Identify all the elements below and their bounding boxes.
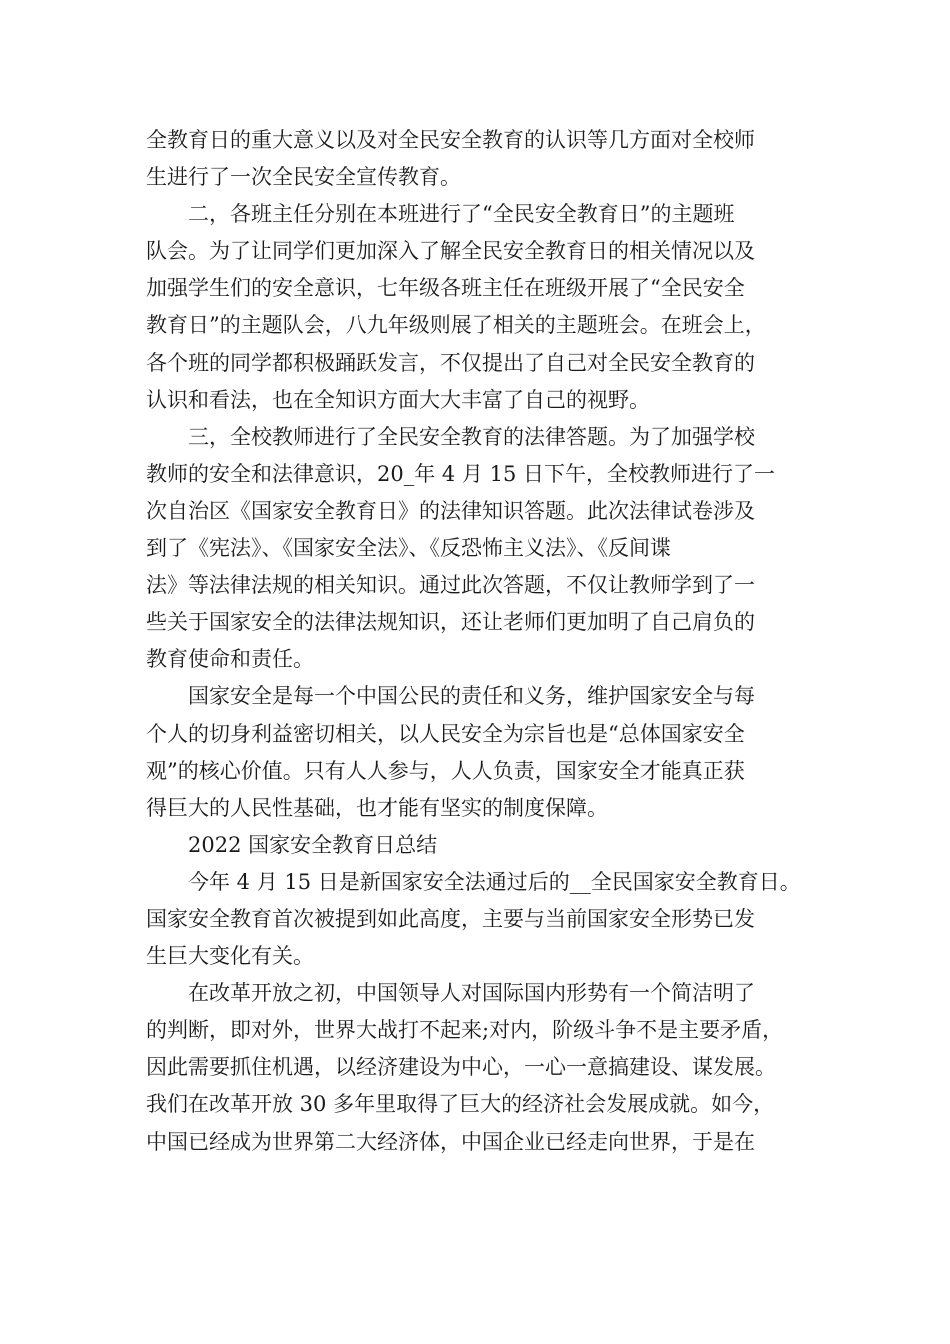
text-line: 到了《宪法》、《国家安全法》、《反恐怖主义法》、《反间谍: [146, 536, 671, 561]
text-line: 法》等法律法规的相关知识。通过此次答题，不仅让教师学到了一: [146, 573, 755, 598]
text-line: 全教育日的重大意义以及对全民安全教育的认识等几方面对全校师: [146, 128, 755, 152]
text-line: 教师的安全和法律意识，20_年 4 月 15 日下午，全校教师进行了一: [146, 461, 776, 486]
text-line: 的判断，即对外，世界大战打不起来;对内，阶级斗争不是主要矛盾，: [146, 1018, 784, 1043]
document-body: [146, 122, 814, 1161]
text-line: 国家安全教育首次被提到如此高度，主要与当前国家安全形势已发: [146, 906, 755, 931]
text-line: 三，全校教师进行了全民安全教育的法律答题。为了加强学校: [188, 424, 755, 449]
text-line: 教育使命和责任。: [146, 647, 314, 672]
text-line: 认识和看法，也在全知识方面大大丰富了自己的视野。: [146, 387, 650, 412]
text-line: 2022 国家安全教育日总结: [188, 832, 438, 857]
text-line: 各个班的同学都积极踊跃发言，不仅提出了自己对全民安全教育的: [146, 350, 755, 375]
text-line: 中国已经成为世界第二大经济体，中国企业已经走向世界，于是在: [146, 1129, 755, 1154]
text-line: 二，各班主任分别在本班进行了“全民安全教育日”的主题班: [188, 202, 735, 227]
text-line: 生巨大变化有关。: [146, 944, 314, 969]
text-line: 些关于国家安全的法律法规知识，还让老师们更加明了自己肩负的: [146, 610, 755, 635]
text-line: 次自治区《国家安全教育日》的法律知识答题。此次法律试卷涉及: [146, 498, 755, 523]
text-line: 我们在改革开放 30 多年里取得了巨大的经济社会发展成就。如今，: [146, 1092, 775, 1117]
text-line: 得巨大的人民性基础，也才能有坚实的制度保障。: [146, 795, 608, 820]
text-line: 队会。为了让同学们更加深入了解全民安全教育日的相关情况以及: [146, 239, 755, 264]
text-line: 国家安全是每一个中国公民的责任和义务，维护国家安全与每: [188, 684, 755, 709]
text-line: 加强学生们的安全意识，七年级各班主任在班级开展了“全民安全: [146, 276, 745, 301]
text-line: 因此需要抓住机遇，以经济建设为中心，一心一意搞建设、谋发展。: [146, 1055, 776, 1080]
text-line: 观”的核心价值。只有人人参与，人人负责，国家安全才能真正获: [146, 758, 745, 783]
text-line: 教育日”的主题队会，八九年级则展了相关的主题班会。在班会上，: [146, 313, 766, 338]
text-line: 今年 4 月 15 日是新国家安全法通过后的__全民国家安全教育日。: [188, 869, 801, 894]
text-line: 生进行了一次全民安全宣传教育。: [146, 165, 461, 190]
text-line: 个人的切身利益密切相关，以人民安全为宗旨也是“总体国家安全: [146, 721, 745, 746]
text-line: 在改革开放之初，中国领导人对国际国内形势有一个简洁明了: [188, 981, 755, 1006]
